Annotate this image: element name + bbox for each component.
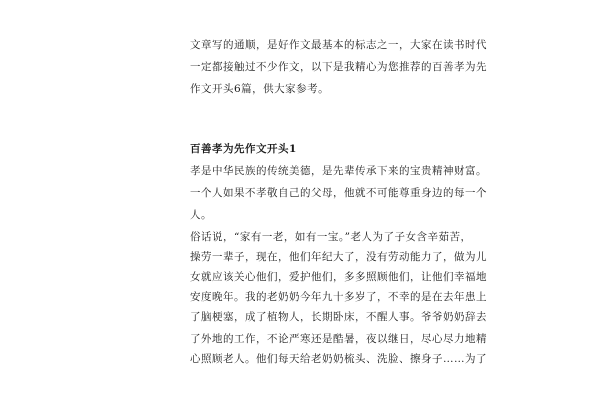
body-line-6: 女就应该关心他们，爱护他们，多多照顾他们，让他们幸福地 [190, 271, 487, 283]
intro-line-3: 作文开头6篇，供大家参考。 [190, 83, 330, 95]
body-line-10: 心照顾老人。他们每天给老奶奶梳头、洗脸、擦身子……为了 [190, 353, 487, 365]
body-line-1: 孝是中华民族的传统美德，是先辈传承下来的宝贵精神财富。 [190, 165, 487, 177]
body-line-7: 安度晚年。我的老奶奶今年九十多岁了，不幸的是在去年患上 [190, 291, 487, 303]
intro-line-2: 一定都接触过不少作文，以下是我精心为您推荐的百善孝为先 [190, 61, 487, 73]
body-line-2: 一个人如果不孝敬自己的父母，他就不可能尊重身边的每一个 [190, 187, 487, 199]
section-title: 百善孝为先作文开头1 [190, 143, 297, 155]
body-line-4: 俗话说，“家有一老，如有一宝。”老人为了子女含辛茹苦， [190, 231, 472, 243]
intro-line-1: 文章写的通顺，是好作文最基本的标志之一，大家在读书时代 [190, 39, 487, 51]
body-line-9: 了外地的工作，不论严寒还是酷暑，夜以继日，尽心尽力地精 [190, 333, 487, 345]
body-line-3: 人。 [190, 209, 212, 221]
body-line-5: 操劳一辈子，现在，他们年纪大了，没有劳动能力了，做为儿 [190, 251, 487, 263]
body-line-8: 了脑梗塞，成了植物人，长期卧床，不醒人事。爷爷奶奶辞去 [190, 311, 487, 323]
